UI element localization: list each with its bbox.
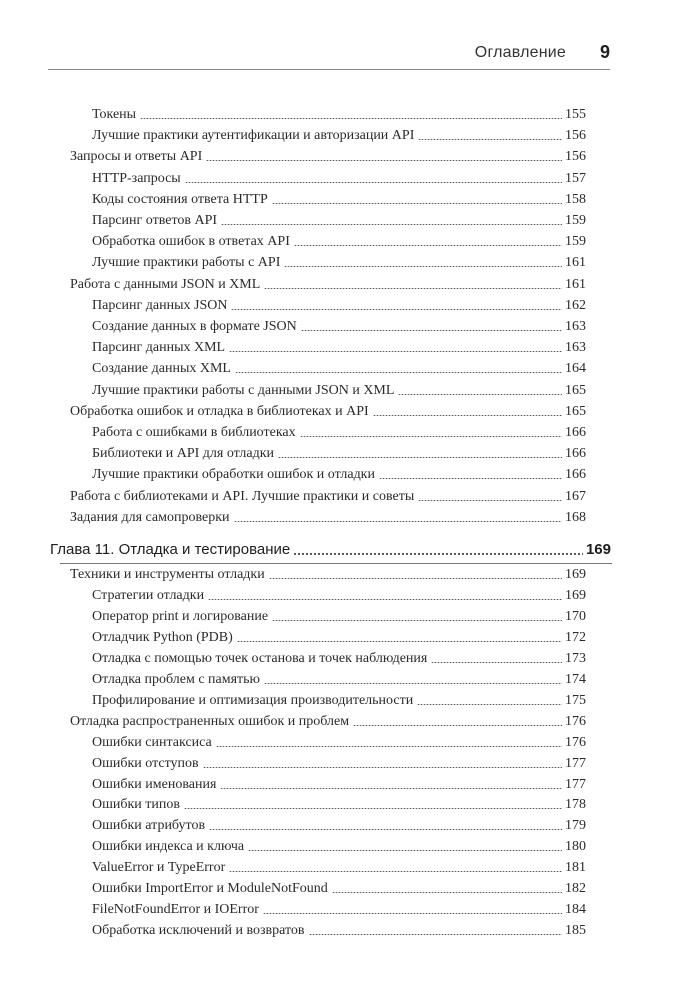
toc-entry-page: 157: [565, 171, 586, 186]
dot-leader: [229, 871, 562, 872]
toc-entry-page: 173: [565, 651, 586, 666]
toc-entry-page: 159: [565, 213, 586, 228]
dot-leader: [208, 599, 562, 600]
toc-entry: [92, 603, 586, 625]
toc-entry-page: 161: [565, 255, 586, 270]
toc-entry-page: 169: [565, 567, 586, 582]
dot-leader: [272, 620, 562, 621]
toc-entry-page: 176: [565, 714, 586, 729]
toc-entry-page: 174: [565, 672, 586, 687]
toc-entry: [92, 687, 586, 709]
toc-entry-page: 163: [565, 319, 586, 334]
dot-leader: [234, 521, 562, 522]
toc-entry-page: 164: [565, 361, 586, 376]
toc-entry: [92, 249, 586, 271]
toc-entry-page: 166: [565, 425, 586, 440]
dot-leader: [332, 892, 562, 893]
toc-entry-title: Работа с библиотеками и API. Лучшие практики и советы: [70, 489, 415, 504]
toc-entry-page: 176: [565, 735, 586, 750]
dot-leader: [220, 788, 562, 789]
toc-entry: [92, 729, 586, 751]
toc-entry: [92, 101, 586, 123]
toc-entry-title: Парсинг данных XML: [92, 340, 226, 355]
toc-entry-page: 175: [565, 693, 586, 708]
toc-entry-page: 156: [565, 149, 586, 164]
toc-entry-page: 166: [565, 467, 586, 482]
toc-entry: [92, 750, 586, 772]
dot-leader: [379, 478, 562, 479]
toc-entry: [70, 708, 586, 730]
toc-entry-page: 180: [565, 839, 586, 854]
toc-entry-title: Токены: [92, 107, 137, 122]
toc-entry-title: Создание данных в формате JSON: [92, 319, 297, 334]
dot-leader: [309, 934, 562, 935]
toc-entry: [92, 207, 586, 229]
toc-entry: [92, 122, 586, 144]
toc-entry: [92, 461, 586, 483]
dot-leader: [237, 641, 562, 642]
toc-entry-page: 159: [565, 234, 586, 249]
toc-entry-title: Стратегии отладки: [92, 588, 205, 603]
dot-leader: [417, 704, 562, 705]
toc-entry-title: Отладка распространенных ошибок и проблем: [70, 714, 350, 729]
toc-entry: [92, 624, 586, 646]
toc-entry-page: 158: [565, 192, 586, 207]
toc-entry: [92, 791, 586, 813]
toc-entry: [70, 143, 586, 165]
toc-entry: [92, 334, 586, 356]
toc-entry-title: Ошибки именования: [92, 777, 217, 792]
toc-entry-title: Работа с данными JSON и XML: [70, 277, 261, 292]
toc-entry-page: 161: [565, 277, 586, 292]
toc-entry: [92, 292, 586, 314]
toc-entry-title: Обработка ошибок и отладка в библиотеках и API: [70, 404, 369, 419]
dot-leader: [184, 808, 562, 809]
toc-entry: [70, 561, 586, 583]
toc-entry: [70, 483, 586, 505]
dot-leader: [264, 683, 562, 684]
toc-entry: [92, 440, 586, 462]
toc-entry-title: HTTP-запросы: [92, 171, 181, 186]
toc-entry-page: 172: [565, 630, 586, 645]
dot-leader: [231, 309, 562, 310]
toc-entry-page: 178: [565, 797, 586, 812]
dot-leader: [229, 351, 562, 352]
dot-leader: [206, 160, 562, 161]
toc-entry-title: Библиотеки и API для отладки: [92, 446, 275, 461]
dot-leader: [140, 118, 562, 119]
dot-leader: [269, 578, 562, 579]
toc-entry: [70, 271, 586, 293]
header-title: Оглавление: [474, 44, 566, 61]
dot-leader: [373, 415, 562, 416]
dot-leader: [418, 500, 562, 501]
toc-entry-title: Коды состояния ответа HTTP: [92, 192, 268, 207]
toc-entry: [92, 313, 586, 335]
toc-entry-title: Обработка ошибок в ответах API: [92, 234, 290, 249]
toc-entry-title: Лучшие практики работы с данными JSON и XML: [92, 383, 395, 398]
toc-entry: [92, 666, 586, 688]
toc-entry-page: 177: [565, 777, 586, 792]
dot-leader: [264, 288, 562, 289]
dot-leader: [221, 224, 562, 225]
toc-entry-title: Отладчик Python (PDB): [92, 630, 233, 645]
toc-entry-title: Профилирование и оптимизация производительности: [92, 693, 414, 708]
toc-entry: [92, 228, 586, 250]
toc-entry: [92, 812, 586, 834]
chapter-page: 169: [585, 541, 611, 558]
toc-entry-title: Задания для самопроверки: [70, 510, 230, 525]
dot-leader: [216, 746, 562, 747]
dot-leader: [294, 245, 562, 246]
toc-entry-page: 182: [565, 881, 586, 896]
dot-leader: [293, 553, 583, 555]
toc-entry-page: 156: [565, 128, 586, 143]
toc-entry: [92, 875, 586, 897]
header-divider: [48, 69, 610, 70]
toc-entry-page: 165: [565, 383, 586, 398]
toc-entry-page: 168: [565, 510, 586, 525]
chapter-heading: [50, 537, 611, 559]
toc-entry-page: 155: [565, 107, 586, 122]
toc-entry-title: Запросы и ответы API: [70, 149, 203, 164]
toc-entry-title: Отладка проблем с памятью: [92, 672, 261, 687]
toc-entry: [92, 165, 586, 187]
toc-entry-title: Ошибки отступов: [92, 756, 199, 771]
toc-entry-page: 179: [565, 818, 586, 833]
dot-leader: [263, 913, 562, 914]
toc-entry-title: Ошибки индекса и ключа: [92, 839, 245, 854]
dot-leader: [185, 182, 562, 183]
toc-entry-page: 170: [565, 609, 586, 624]
toc-entry-page: 162: [565, 298, 586, 313]
toc-entry-title: Парсинг данных JSON: [92, 298, 228, 313]
toc-entry-title: Создание данных XML: [92, 361, 231, 376]
dot-leader: [248, 850, 562, 851]
toc-entry: [92, 355, 586, 377]
toc-entry: [92, 896, 586, 918]
running-header: [48, 44, 610, 68]
toc-entry-title: Оператор print и логирование: [92, 609, 269, 624]
toc-entry: [92, 833, 586, 855]
toc-entry: [92, 419, 586, 441]
toc-entry: [92, 645, 586, 667]
toc-entry-page: 166: [565, 446, 586, 461]
dot-leader: [398, 394, 562, 395]
toc-entry: [92, 917, 586, 939]
dot-leader: [209, 829, 562, 830]
toc-entry-title: Лучшие практики работы с API: [92, 255, 281, 270]
toc-entry-title: FileNotFoundError и IOError: [92, 902, 259, 917]
chapter-title: Глава 11. Отладка и тестирование: [50, 541, 291, 558]
dot-leader: [418, 139, 562, 140]
toc-entry-title: Техники и инструменты отладки: [70, 567, 265, 582]
dot-leader: [272, 203, 562, 204]
toc-entry-page: 163: [565, 340, 586, 355]
toc-entry: [92, 186, 586, 208]
toc-entry-title: Ошибки атрибутов: [92, 818, 206, 833]
toc-entry-title: Обработка исключений и возвратов: [92, 923, 305, 938]
toc-entry-page: 165: [565, 404, 586, 419]
dot-leader: [284, 266, 562, 267]
toc-entry-title: Ошибки синтаксиса: [92, 735, 212, 750]
toc-entry-page: 167: [565, 489, 586, 504]
dot-leader: [431, 662, 562, 663]
toc-entry: [92, 377, 586, 399]
dot-leader: [301, 330, 562, 331]
toc-entry-title: Лучшие практики обработки ошибок и отладки: [92, 467, 375, 482]
toc-entry-title: Ошибки типов: [92, 797, 181, 812]
toc-entry-title: Отладка с помощью точек останова и точек наблюдения: [92, 651, 428, 666]
toc-entry: [92, 854, 586, 876]
dot-leader: [203, 767, 562, 768]
toc-entry: [92, 582, 586, 604]
toc-entry-title: Работа с ошибками в библиотеках: [92, 425, 296, 440]
toc-entry-title: Лучшие практики аутентификации и авторизации API: [92, 128, 415, 143]
toc-entry: [70, 504, 586, 526]
dot-leader: [235, 372, 562, 373]
toc-entry-page: 181: [565, 860, 586, 875]
dot-leader: [353, 725, 562, 726]
toc-entry: [70, 398, 586, 420]
toc-entry-page: 185: [565, 923, 586, 938]
toc-entry-title: Парсинг ответов API: [92, 213, 218, 228]
toc-entry-page: 184: [565, 902, 586, 917]
toc-entry-page: 169: [565, 588, 586, 603]
toc-entry-page: 177: [565, 756, 586, 771]
dot-leader: [278, 457, 562, 458]
toc-entry-title: ValueError и TypeError: [92, 860, 226, 875]
header-page-number: 9: [599, 42, 610, 62]
dot-leader: [300, 436, 562, 437]
toc-entry-title: Ошибки ImportError и ModuleNotFound: [92, 881, 328, 896]
toc-entry: [92, 771, 586, 793]
